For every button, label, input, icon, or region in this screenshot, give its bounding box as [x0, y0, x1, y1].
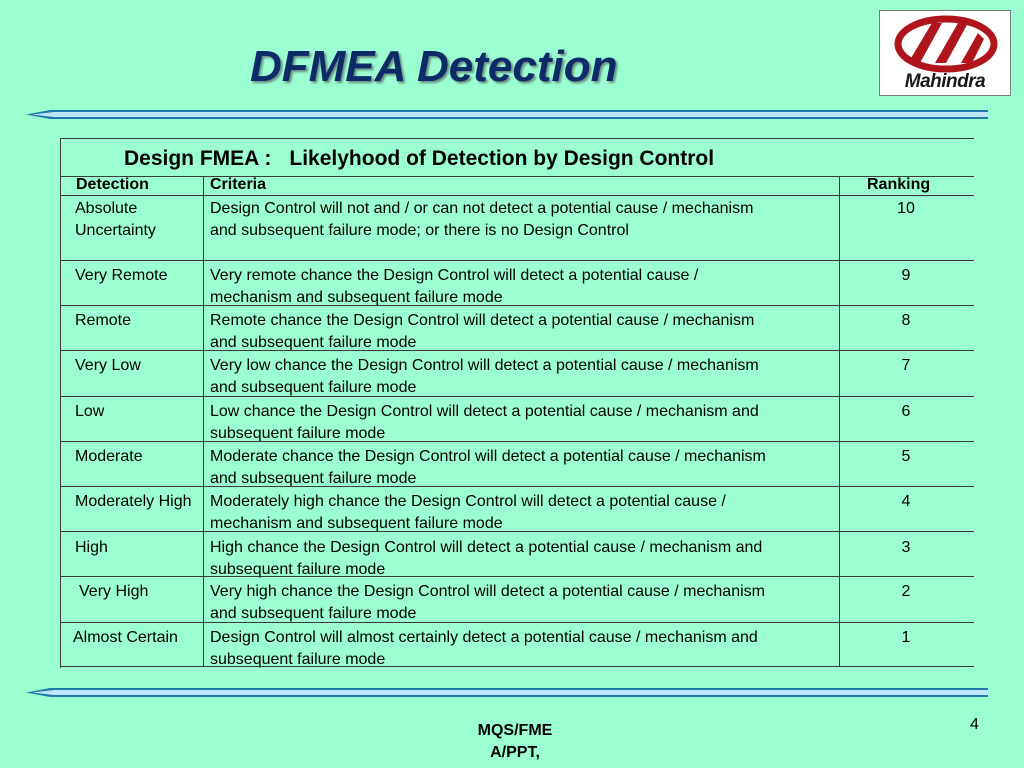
column-header-criteria: Criteria: [210, 176, 267, 193]
row-divider: [61, 195, 974, 196]
criteria-cell: Very remote chance the Design Control will detect a potential cause / mechanism and subsequent failure mode: [210, 267, 699, 306]
ranking-cell: 5: [901, 448, 911, 465]
detection-cell: Very High: [79, 583, 149, 600]
logo-text: Mahindra: [904, 71, 986, 92]
row-divider: [61, 441, 974, 442]
row-divider: [61, 260, 974, 261]
criteria-cell: Remote chance the Design Control will detect a potential cause / mechanism and subsequent failure mode: [210, 312, 755, 351]
criteria-cell: Design Control will almost certainly detect a potential cause / mechanism and subsequent failure mode: [210, 629, 758, 668]
criteria-cell: Very low chance the Design Control will detect a potential cause / mechanism and subsequent failure mode: [210, 357, 759, 396]
detection-cell: Very Remote: [75, 267, 168, 284]
ranking-cell: 8: [901, 312, 911, 329]
row-divider: [61, 531, 974, 532]
footer-label: [455, 720, 575, 764]
header-divider: [61, 176, 974, 177]
ranking-cell: 2: [901, 583, 911, 600]
criteria-cell: Design Control will not and / or can not detect a potential cause / mechanism and subsequent failure mode; or there is no Design Control: [210, 200, 754, 239]
criteria-cell: Low chance the Design Control will detect a potential cause / mechanism and subsequent failure mode: [210, 403, 759, 442]
criteria-cell: Moderate chance the Design Control will detect a potential cause / mechanism and subsequent failure mode: [210, 448, 766, 487]
detection-cell: Moderate: [75, 448, 143, 465]
footer-line-2: A/PPT,: [490, 744, 540, 761]
table-border-bottom: [61, 666, 974, 667]
row-divider: [61, 305, 974, 306]
mahindra-logo: [879, 10, 1011, 96]
row-divider: [61, 396, 974, 397]
footer-line-1: MQS/FME: [477, 722, 553, 739]
row-divider: [61, 622, 974, 623]
detection-cell: Remote: [75, 312, 132, 329]
criteria-cell: High chance the Design Control will detect a potential cause / mechanism and subsequent failure mode: [210, 539, 763, 578]
ranking-cell: 7: [901, 357, 911, 374]
row-divider: [61, 486, 974, 487]
row-divider: [61, 576, 974, 577]
column-divider-ranking: [839, 176, 840, 666]
row-divider: [61, 350, 974, 351]
ranking-cell: 4: [901, 493, 911, 510]
detection-cell: Very Low: [75, 357, 141, 374]
table-heading-left: Design FMEA :: [124, 147, 272, 170]
criteria-cell: Moderately high chance the Design Control will detect a potential cause / mechanism and subsequent failure mode: [210, 493, 726, 532]
ranking-cell: 6: [901, 403, 911, 420]
criteria-cell: Very high chance the Design Control will detect a potential cause / mechanism and subsequent failure mode: [210, 583, 765, 622]
ranking-cell: 10: [897, 200, 915, 217]
column-header-ranking: Ranking: [867, 176, 931, 193]
ranking-cell: 1: [901, 629, 911, 646]
table-border-top: [61, 138, 974, 139]
detection-cell: High: [75, 539, 108, 556]
detection-cell: Almost Certain: [73, 629, 178, 646]
table-heading: [124, 147, 714, 171]
detection-cell: Moderately High: [75, 493, 192, 510]
ranking-cell: 9: [901, 267, 911, 284]
table-heading-right: Likelyhood of Detection by Design Control: [289, 147, 715, 170]
ranking-cell: 3: [901, 539, 911, 556]
detection-table: [60, 138, 974, 668]
detection-cell: Low: [75, 403, 105, 420]
slide-title: DFMEA Detection: [250, 42, 618, 91]
detection-cell: Absolute Uncertainty: [75, 200, 156, 239]
page-number: 4: [970, 716, 979, 733]
top-divider: [26, 110, 988, 119]
bottom-divider: [26, 688, 988, 697]
column-header-detection: Detection: [76, 176, 149, 193]
